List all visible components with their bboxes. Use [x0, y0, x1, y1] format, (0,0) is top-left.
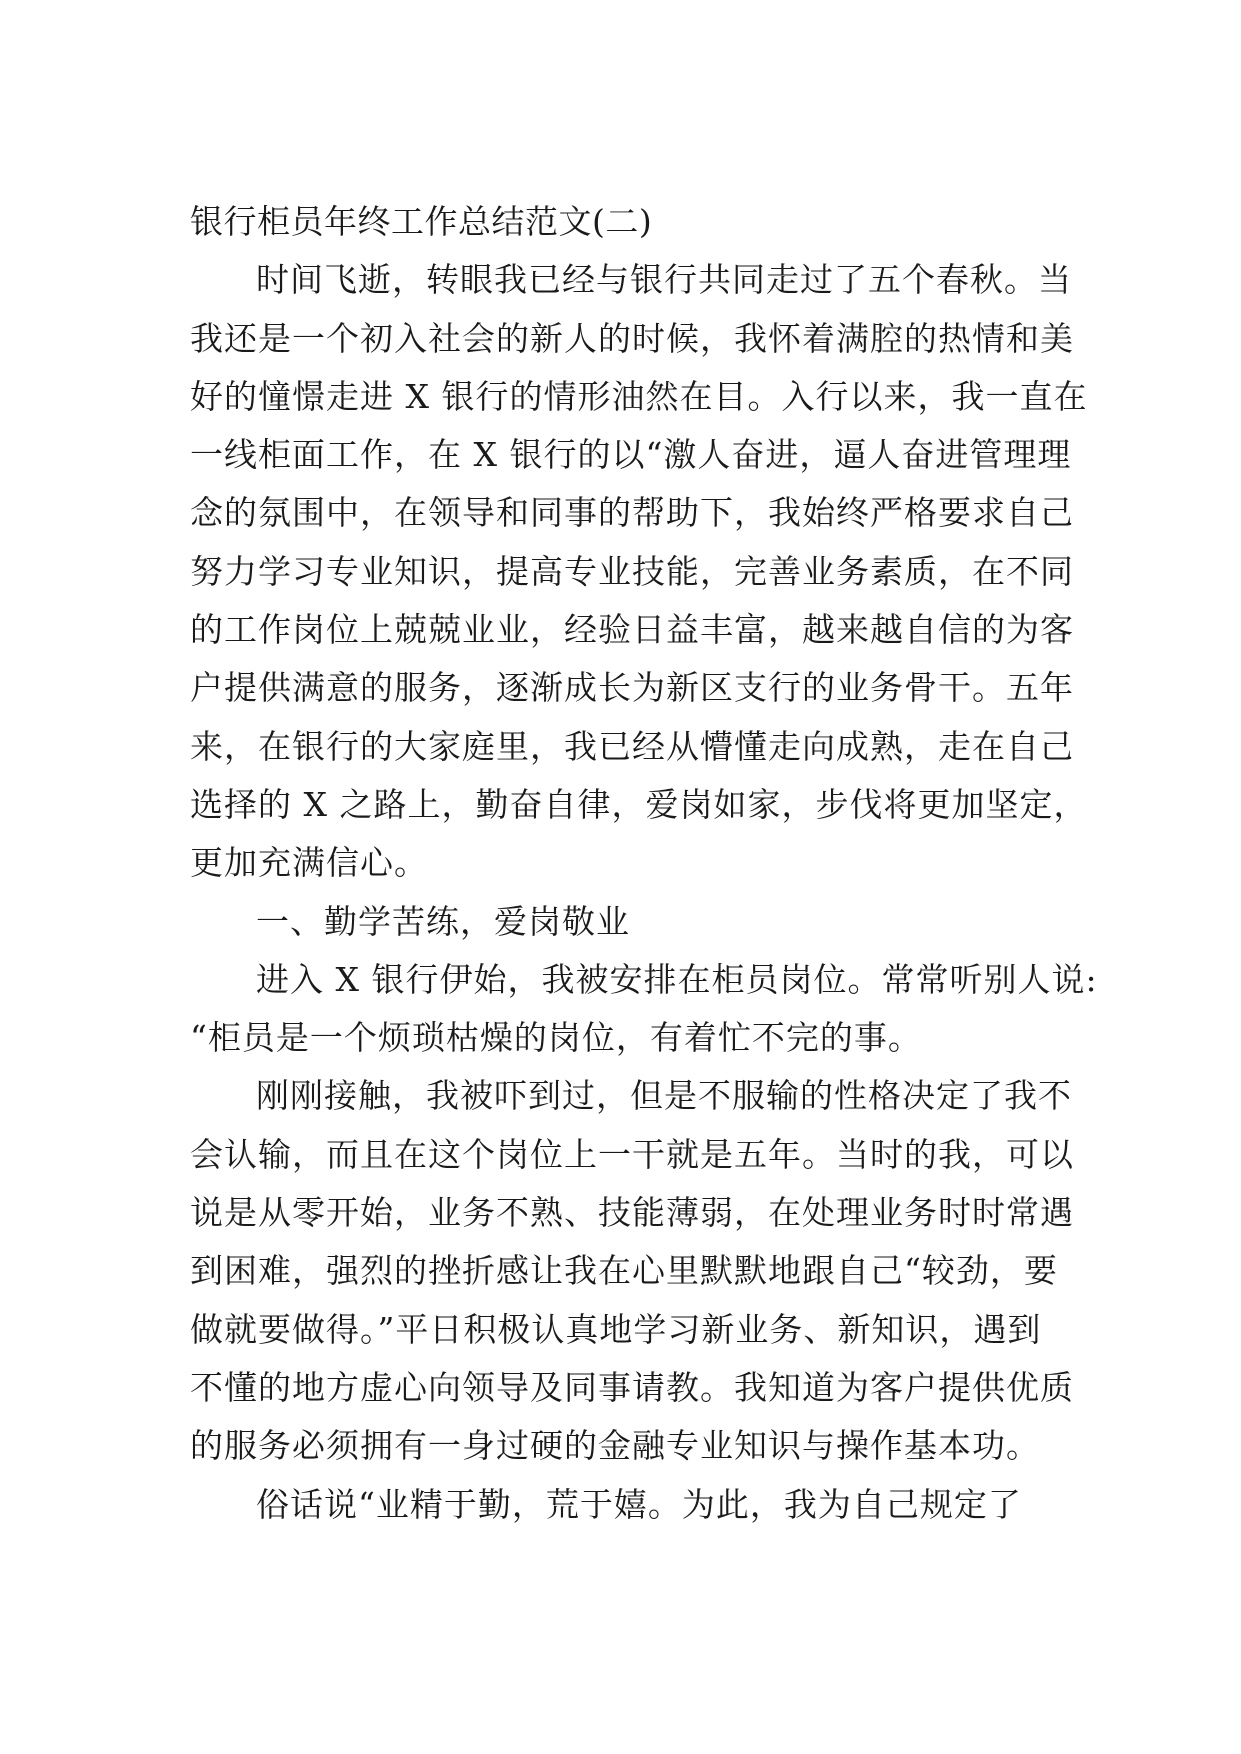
section-heading: 一、勤学苦练，爱岗敬业 — [256, 901, 630, 941]
paragraph-line: 刚刚接触，我被吓到过，但是不服输的性格决定了我不 — [256, 1076, 1072, 1116]
paragraph-line: 念的氛围中，在领导和同事的帮助下，我始终严格要求自己 — [190, 493, 1074, 533]
paragraph-line: 选择的 X 之路上，勤奋自律，爱岗如家，步伐将更加坚定， — [190, 784, 1088, 824]
paragraph-line: 努力学习专业知识，提高专业技能，完善业务素质，在不同 — [190, 551, 1074, 591]
paragraph-line: 一线柜面工作，在 X 银行的以“激人奋进，逼人奋进管理理 — [190, 435, 1072, 475]
paragraph-line: 做就要做得。”平日积极认真地学习新业务、新知识，遇到 — [190, 1309, 1042, 1349]
paragraph-line: 户提供满意的服务，逐渐成长为新区支行的业务骨干。五年 — [190, 668, 1074, 708]
paragraph-line: 时间飞逝，转眼我已经与银行共同走过了五个春秋。当 — [256, 260, 1072, 300]
paragraph-line: 到困难，强烈的挫折感让我在心里默默地跟自己“较劲，要 — [190, 1251, 1058, 1291]
paragraph-line: 好的憧憬走进 X 银行的情形油然在目。入行以来，我一直在 — [190, 376, 1088, 416]
paragraph-line: 我还是一个初入社会的新人的时候，我怀着满腔的热情和美 — [190, 318, 1074, 358]
paragraph-line: 不懂的地方虚心向领导及同事请教。我知道为客户提供优质 — [190, 1367, 1074, 1407]
paragraph-line: 进入 X 银行伊始，我被安排在柜员岗位。常常听别人说: — [256, 959, 1098, 999]
paragraph-line: 的工作岗位上兢兢业业，经验日益丰富，越来越自信的为客 — [190, 610, 1074, 650]
document-body — [190, 193, 1098, 1534]
paragraph-line: 更加充满信心。 — [190, 843, 428, 883]
paragraph-line: 说是从零开始，业务不熟、技能薄弱，在处理业务时时常遇 — [190, 1193, 1074, 1233]
paragraph-line: “柜员是一个烦琐枯燥的岗位，有着忙不完的事。 — [190, 1018, 922, 1058]
paragraph-line: 俗话说“业精于勤，荒于嬉。为此，我为自己规定了 — [256, 1484, 1022, 1524]
paragraph-line: 来，在银行的大家庭里，我已经从懵懂走向成熟，走在自己 — [190, 726, 1074, 766]
document-title: 银行柜员年终工作总结范文(二) — [190, 202, 653, 241]
paragraph-line: 的服务必须拥有一身过硬的金融专业知识与操作基本功。 — [190, 1426, 1040, 1466]
paragraph-line: 会认输，而且在这个岗位上一干就是五年。当时的我，可以 — [190, 1134, 1074, 1174]
